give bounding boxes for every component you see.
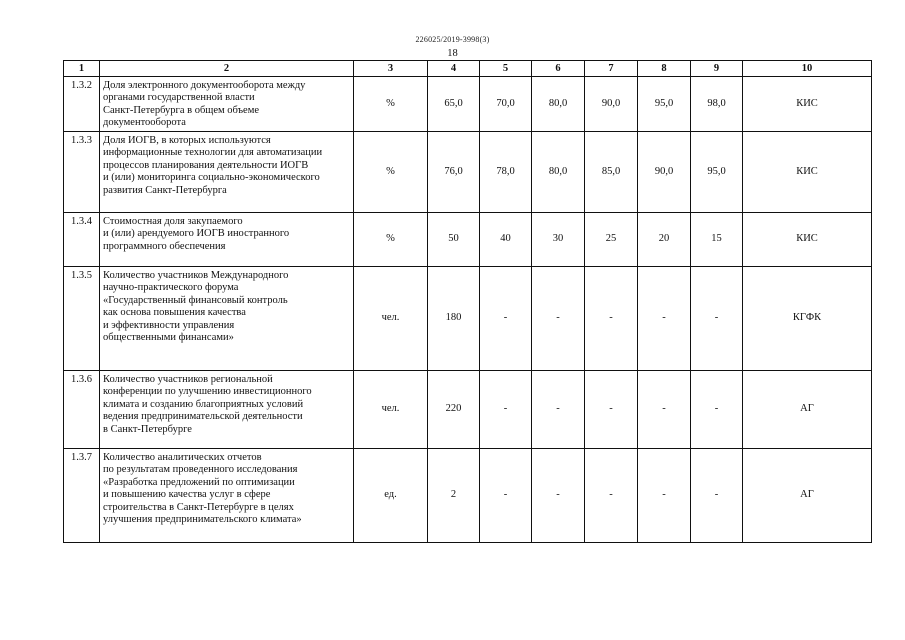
value-cell: 95,0 [638,77,691,132]
row-number: 1.3.6 [64,371,100,449]
value-cell: 2 [428,449,480,543]
value-cell: 30 [532,213,585,267]
value-cell: - [532,371,585,449]
indicator-name-text: Количество аналитических отчетов по результатам проведенного исследования «Разработка предложений по оптимизации и повышению качества услуг в сфере строительства в Санкт-Петербурге в целях улучшения предпринимательского климата» [103,452,302,526]
table-row [64,267,872,371]
unit-cell: % [354,77,428,132]
value-cell: - [691,267,743,371]
row-number: 1.3.7 [64,449,100,543]
responsible-cell: АГ [743,449,872,543]
indicator-name [100,371,354,449]
value-cell: - [691,371,743,449]
value-cell: 80,0 [532,132,585,213]
column-header: 5 [480,61,532,77]
column-header: 6 [532,61,585,77]
indicators-table [63,60,872,543]
value-cell: - [638,371,691,449]
row-number: 1.3.3 [64,132,100,213]
table-row [64,132,872,213]
unit-cell: чел. [354,267,428,371]
value-cell: - [638,267,691,371]
indicator-name [100,132,354,213]
column-header: 8 [638,61,691,77]
table-row [64,371,872,449]
responsible-cell: КГФК [743,267,872,371]
value-cell: - [585,267,638,371]
value-cell: - [585,371,638,449]
responsible-cell: АГ [743,371,872,449]
column-header: 4 [428,61,480,77]
value-cell: - [480,267,532,371]
row-number: 1.3.5 [64,267,100,371]
unit-cell: % [354,132,428,213]
value-cell: - [532,267,585,371]
value-cell: 180 [428,267,480,371]
value-cell: - [480,449,532,543]
responsible-cell: КИС [743,213,872,267]
value-cell: 90,0 [585,77,638,132]
value-cell: 90,0 [638,132,691,213]
indicator-name [100,449,354,543]
indicator-name-text: Доля электронного документооборота между органами государственной власти Санкт-Петербурга в общем объеме документооборота [103,80,306,129]
table-row [64,213,872,267]
row-number: 1.3.2 [64,77,100,132]
column-header: 9 [691,61,743,77]
responsible-cell: КИС [743,77,872,132]
unit-cell: чел. [354,371,428,449]
table-row [64,449,872,543]
value-cell: 95,0 [691,132,743,213]
value-cell: - [638,449,691,543]
table-header-row [64,61,872,77]
value-cell: 98,0 [691,77,743,132]
value-cell: 80,0 [532,77,585,132]
value-cell: - [691,449,743,543]
value-cell: 85,0 [585,132,638,213]
table-row [64,77,872,132]
column-header: 3 [354,61,428,77]
value-cell: 76,0 [428,132,480,213]
column-header: 1 [64,61,100,77]
indicator-name [100,77,354,132]
value-cell: 15 [691,213,743,267]
responsible-cell: КИС [743,132,872,213]
indicator-name [100,267,354,371]
value-cell: 220 [428,371,480,449]
unit-cell: % [354,213,428,267]
value-cell: 78,0 [480,132,532,213]
unit-cell: ед. [354,449,428,543]
value-cell: 50 [428,213,480,267]
column-header: 2 [100,61,354,77]
row-number: 1.3.4 [64,213,100,267]
document-id: 226025/2019-3998(3) [415,35,490,44]
column-header: 7 [585,61,638,77]
indicator-name-text: Доля ИОГВ, в которых используются информационные технологии для автоматизации процессов планирования деятельности ИОГВ и (или) мониторинга социально-экономического развития Санкт-Петербурга [103,135,323,196]
indicator-name [100,213,354,267]
value-cell: - [532,449,585,543]
value-cell: 20 [638,213,691,267]
value-cell: 70,0 [480,77,532,132]
column-header: 10 [743,61,872,77]
value-cell: 40 [480,213,532,267]
page-number: 18 [447,48,458,59]
indicator-name-text: Количество участников региональной конференции по улучшению инвестиционного климата и созданию благоприятных условий ведения предпринимательской деятельности в Санкт-Петербурге [103,374,312,435]
indicator-name-text: Стоимостная доля закупаемого и (или) арендуемого ИОГВ иностранного программного обеспечения [103,216,290,252]
value-cell: 65,0 [428,77,480,132]
value-cell: 25 [585,213,638,267]
value-cell: - [585,449,638,543]
value-cell: - [480,371,532,449]
indicator-name-text: Количество участников Международного научно-практического форума «Государственный финансовый контроль как основа повышения качества и эффективности управления общественными финансами» [103,270,289,344]
